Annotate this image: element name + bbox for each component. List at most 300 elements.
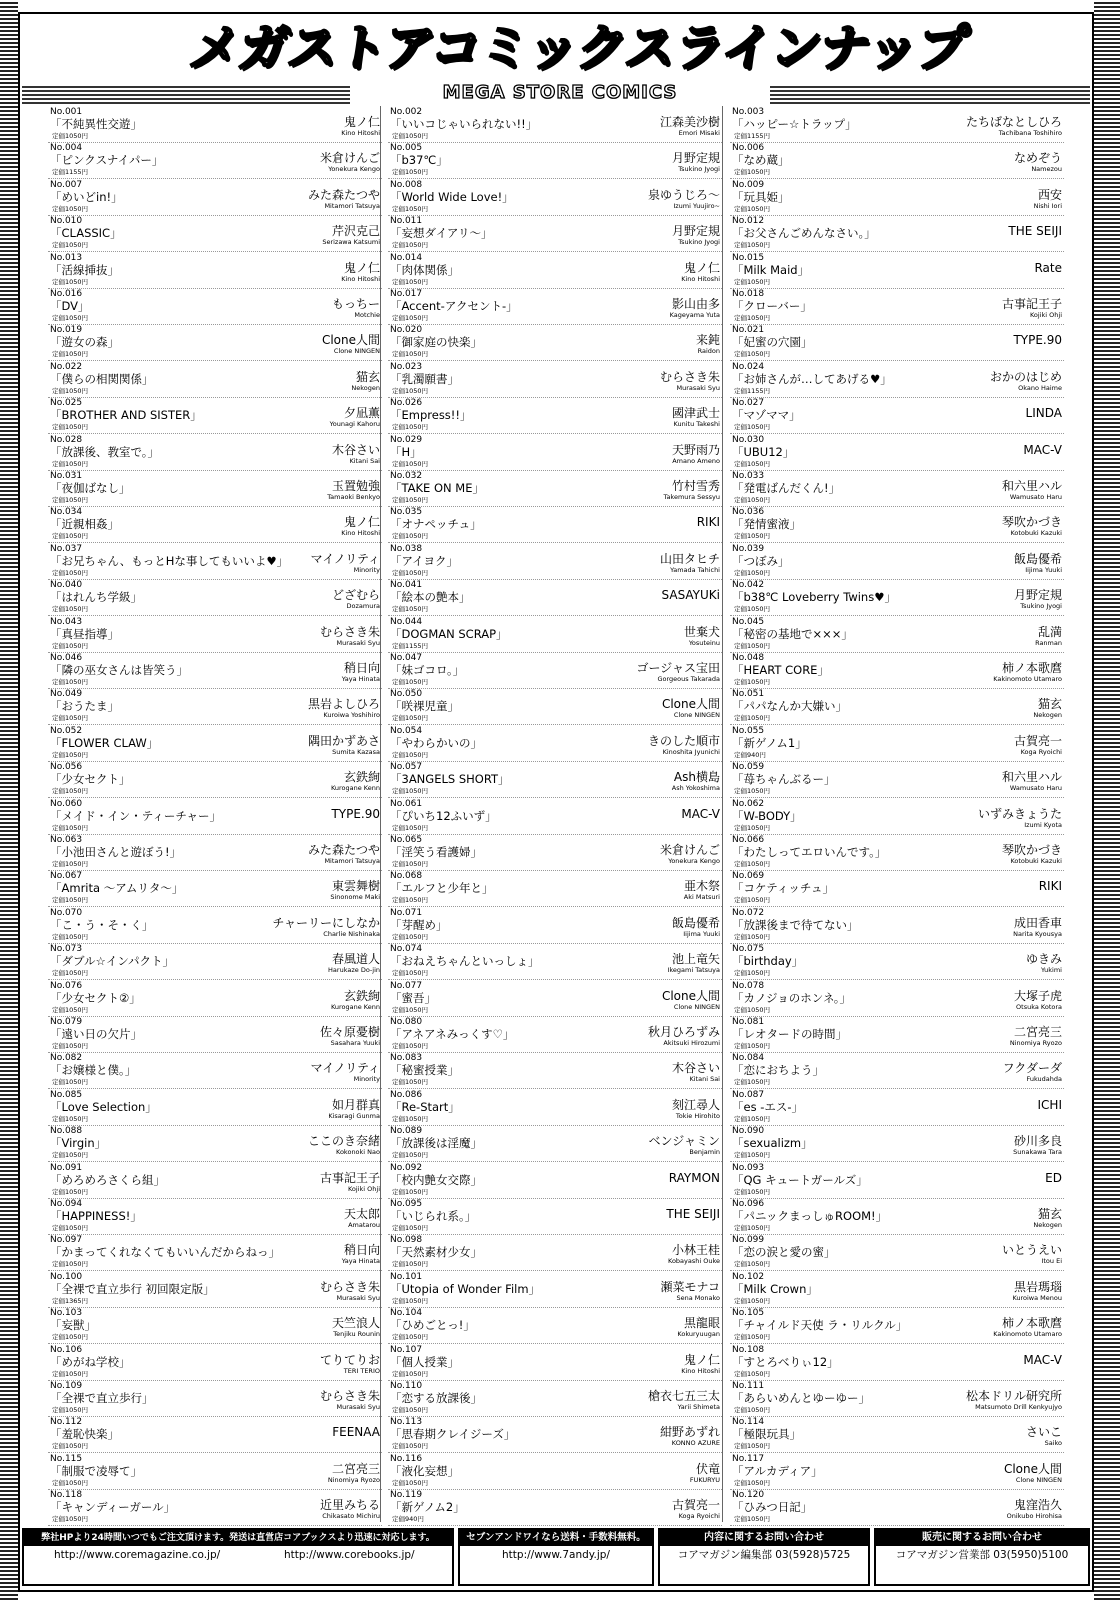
entry-number: No.060 xyxy=(50,798,83,809)
entry-title: 「玩具姫」 xyxy=(732,189,790,204)
entry-number: No.041 xyxy=(390,580,423,591)
lineup-entry xyxy=(48,1234,382,1271)
entry-price: 定価1050円 xyxy=(392,423,429,432)
entry-author: 猫玄 xyxy=(1037,1207,1062,1221)
entry-author: 刻江尋人 xyxy=(671,1097,720,1112)
entry-price: 定価1050円 xyxy=(52,1515,89,1524)
entry-number: No.027 xyxy=(732,398,765,409)
entry-price: 定価1050円 xyxy=(392,823,429,832)
entry-author-romaji: Kuroiwa Menou xyxy=(1012,1293,1062,1302)
entry-price: 定価1050円 xyxy=(734,896,771,905)
entry-price: 定価1050円 xyxy=(392,350,429,359)
entry-author: Clone人間 xyxy=(661,988,720,1003)
entry-author: RAYMON xyxy=(668,1170,720,1185)
entry-author-romaji: Clone NINGEN xyxy=(333,347,380,356)
entry-author: 月野定規 xyxy=(671,224,720,239)
lineup-entry xyxy=(388,179,722,216)
entry-author: Ash横島 xyxy=(673,770,720,785)
entry-price: 定価1050円 xyxy=(734,1078,771,1087)
entry-title: 「Re-Start」 xyxy=(390,1099,460,1114)
entry-title: 「蜜吾」 xyxy=(390,990,436,1005)
entry-title: 「液化妄想」 xyxy=(390,1463,459,1478)
footer-order-url-1[interactable]: http://www.coremagazine.co.jp/ xyxy=(54,1549,221,1561)
entry-author-romaji: Amano Ameno xyxy=(672,456,720,465)
entry-author-romaji: Kinoshita Jyunichi xyxy=(662,747,720,756)
entry-author: 紺野あずれ xyxy=(659,1425,720,1440)
entry-number: No.067 xyxy=(50,871,83,882)
entry-number: No.029 xyxy=(390,434,423,445)
entry-number: No.059 xyxy=(732,762,765,773)
entry-author-romaji: Yonekura Kengo xyxy=(668,857,720,865)
entry-number: No.070 xyxy=(50,907,83,918)
entry-author: なめぞう xyxy=(1013,151,1062,166)
entry-author-romaji: Ranman xyxy=(1035,638,1062,647)
entry-number: No.073 xyxy=(50,944,83,955)
entry-number: No.032 xyxy=(390,471,423,481)
lineup-entry xyxy=(388,1162,722,1199)
lineup-entry xyxy=(388,324,722,361)
entry-title: 「お嬢様と僕。」 xyxy=(50,1063,137,1078)
entry-title: 「Virgin」 xyxy=(50,1136,107,1151)
entry-author: 江森美沙樹 xyxy=(659,115,720,129)
entry-number: No.042 xyxy=(732,580,765,591)
entry-title: 「めがね学校」 xyxy=(50,1354,131,1369)
lineup-entry xyxy=(48,1307,382,1344)
entry-title: 「わたしってエロいんです。」 xyxy=(732,845,887,859)
entry-author-romaji: Takemura Sessyu xyxy=(663,493,720,501)
entry-number: No.037 xyxy=(50,543,83,554)
entry-price: 定価1050円 xyxy=(734,714,771,723)
entry-price: 定価1050円 xyxy=(52,641,89,650)
entry-author: いとうえい xyxy=(1001,1243,1062,1258)
lineup-entry xyxy=(48,470,382,507)
lineup-entry xyxy=(48,361,382,398)
entry-price: 定価1050円 xyxy=(52,1005,89,1014)
entry-title: 「個人授業」 xyxy=(390,1354,459,1369)
entry-price: 定価1050円 xyxy=(392,496,429,504)
entry-price: 定価1050円 xyxy=(734,277,771,286)
entry-number: No.072 xyxy=(732,907,765,918)
entry-author: てりてりお xyxy=(319,1352,380,1367)
entry-author: もっちー xyxy=(331,297,380,311)
entry-title: 「Utopia of Wonder Film」 xyxy=(390,1281,541,1296)
lineup-entry xyxy=(388,288,722,325)
entry-number: No.034 xyxy=(50,507,83,518)
entry-title: 「妃蜜の穴園」 xyxy=(732,335,813,350)
entry-author: 古賀亮一 xyxy=(671,1498,720,1513)
entry-title: 「QG キュートガールズ」 xyxy=(732,1172,868,1187)
entry-author-romaji: Motchie xyxy=(354,311,380,319)
lineup-entry xyxy=(388,834,722,871)
entry-author: 天野雨乃 xyxy=(671,442,720,457)
entry-title: 「羞恥快楽」 xyxy=(50,1427,119,1442)
entry-author: 砂川多良 xyxy=(1013,1134,1062,1149)
entry-price: 定価1155円 xyxy=(52,168,89,177)
lineup-entry xyxy=(388,907,722,944)
lineup-entry xyxy=(730,943,1064,980)
entry-price: 定価1050円 xyxy=(734,969,771,978)
entry-title: 「DV」 xyxy=(50,299,90,313)
entry-title: 「キャンディーガール」 xyxy=(50,1500,176,1515)
entry-number: No.049 xyxy=(50,689,83,700)
entry-title: 「birthday」 xyxy=(732,954,804,969)
lineup-entry xyxy=(388,870,722,907)
entry-author-romaji: Sumita Kazasa xyxy=(332,747,380,756)
entry-title: 「すとろべりぃ12」 xyxy=(732,1354,839,1369)
entry-title: 「3ANGELS SHORT」 xyxy=(390,772,510,787)
entry-author-romaji: Yaya Hinata xyxy=(341,675,380,683)
entry-title: 「少女セクト②」 xyxy=(50,990,141,1005)
entry-price: 定価1050円 xyxy=(392,787,429,796)
entry-title: 「Milk Maid」 xyxy=(732,262,810,277)
entry-number: No.035 xyxy=(390,507,423,518)
entry-number: No.055 xyxy=(732,725,765,736)
entry-title: 「発情蜜液」 xyxy=(732,517,801,532)
footer-7andy-url[interactable]: http://www.7andy.jp/ xyxy=(502,1549,610,1561)
lineup-entry xyxy=(730,361,1064,398)
entry-title: 「全裸で直立歩行」 xyxy=(50,1391,154,1405)
entry-price: 定価1050円 xyxy=(52,350,89,359)
entry-title: 「妄想ダイアリ～」 xyxy=(390,226,493,241)
entry-number: No.090 xyxy=(732,1126,765,1137)
lineup-entry xyxy=(388,1271,722,1308)
entry-number: No.113 xyxy=(390,1417,423,1428)
entry-title: 「新ゲノム2」 xyxy=(390,1500,465,1515)
entry-author-romaji: Nekogen xyxy=(1033,1221,1062,1229)
entry-number: No.079 xyxy=(50,1017,83,1027)
entry-number: No.093 xyxy=(732,1162,765,1173)
entry-price: 定価1050円 xyxy=(52,787,89,796)
lineup-entry xyxy=(730,1489,1064,1526)
lineup-entry xyxy=(388,1016,722,1053)
entry-author: 玄鉄絢 xyxy=(343,770,380,785)
lineup-entry xyxy=(730,543,1064,580)
entry-author-romaji: Otsuka Kotora xyxy=(1016,1002,1062,1011)
entry-title: 「芽醒め」 xyxy=(390,917,448,932)
entry-author: 稍日向 xyxy=(343,1243,380,1258)
entry-title: 「発電ばんだくん!」 xyxy=(732,481,841,495)
entry-number: No.022 xyxy=(50,361,83,372)
entry-author-romaji: KONNO AZURE xyxy=(671,1439,720,1448)
entry-author-romaji: Kobayashi Ouke xyxy=(668,1257,720,1266)
entry-author-romaji: Nekogen xyxy=(351,383,380,392)
entry-price: 定価1050円 xyxy=(392,1406,429,1414)
entry-author: 鬼窪浩久 xyxy=(1013,1498,1062,1513)
lineup-entry xyxy=(48,215,382,252)
entry-number: No.054 xyxy=(390,725,423,736)
entry-number: No.040 xyxy=(50,580,83,591)
entry-author-romaji: Charlie Nishinaka xyxy=(323,929,380,938)
lineup-entry xyxy=(730,324,1064,361)
lineup-entry xyxy=(48,288,382,325)
entry-price: 定価1050円 xyxy=(52,969,89,978)
lineup-entry xyxy=(48,1380,382,1417)
entry-author-romaji: Kokuryuugan xyxy=(677,1330,720,1339)
entry-price: 定価1050円 xyxy=(52,1260,89,1269)
entry-author: 鬼ノ仁 xyxy=(343,260,380,275)
entry-number: No.075 xyxy=(732,944,765,955)
entry-author: フクダーダ xyxy=(1002,1061,1062,1076)
entry-author-romaji: Saiko xyxy=(1044,1439,1062,1448)
entry-author-romaji: Kino Hitoshi xyxy=(341,129,380,137)
right-hatch-border xyxy=(1094,0,1120,1600)
lineup-entry xyxy=(48,434,382,471)
entry-title: 「いいコじゃいられない!!」 xyxy=(390,117,538,131)
entry-author: 古事記王子 xyxy=(319,1170,380,1185)
entry-price: 定価1050円 xyxy=(734,423,771,432)
entry-price: 定価1050円 xyxy=(734,1260,771,1269)
entry-number: No.048 xyxy=(732,653,765,663)
entry-author: 柿ノ本歌麿 xyxy=(1001,661,1062,675)
entry-price: 定価1050円 xyxy=(392,1478,429,1487)
lineup-entry xyxy=(48,397,382,434)
entry-author-romaji: Yosuteinu xyxy=(688,638,720,647)
entry-author-romaji: Kino Hitoshi xyxy=(681,1366,720,1375)
lineup-entry xyxy=(48,761,382,798)
entry-author: Clone人間 xyxy=(661,697,720,712)
entry-price: 定価1050円 xyxy=(392,932,429,941)
entry-author: 天太郎 xyxy=(343,1207,380,1221)
entry-author: いずみきょうた xyxy=(977,806,1062,821)
entry-author: 稍日向 xyxy=(343,661,380,675)
entry-title: 「お姉さんが…してあげる♥」 xyxy=(732,371,892,386)
entry-author: 成田香車 xyxy=(1013,915,1062,930)
entry-price: 定価1050円 xyxy=(734,1224,771,1232)
entry-title: 「sexualizm」 xyxy=(732,1136,813,1151)
entry-number: No.014 xyxy=(390,252,423,263)
entry-author-romaji: Sinonome Maki xyxy=(330,893,380,902)
entry-number: No.106 xyxy=(50,1344,83,1355)
entry-number: No.117 xyxy=(732,1453,765,1464)
entry-price: 定価1050円 xyxy=(734,568,771,577)
entry-title: 「咲裸児童」 xyxy=(390,699,459,714)
lineup-entry xyxy=(388,1416,722,1453)
entry-author-romaji: Clone NINGEN xyxy=(1015,1475,1062,1484)
entry-title: 「パパなんか大嫌い」 xyxy=(732,699,847,714)
entry-author: Clone人間 xyxy=(1003,1461,1062,1476)
entry-title: 「はれんち学級」 xyxy=(50,590,142,605)
lineup-entry xyxy=(48,1344,382,1381)
entry-author: 東雲舞樹 xyxy=(331,879,380,894)
entry-title: 「放課後は淫魔」 xyxy=(390,1136,482,1151)
entry-author-romaji: Izumi Yuujiro~ xyxy=(673,201,720,210)
entry-title: 「苺ちゃんぶるー」 xyxy=(732,772,836,787)
lineup-entry xyxy=(48,834,382,871)
entry-price: 定価1050円 xyxy=(392,168,429,177)
footer xyxy=(22,1528,1090,1588)
entry-author-romaji: Emori Misaki xyxy=(678,129,720,137)
entry-author: 柿ノ本歌麿 xyxy=(1001,1316,1062,1331)
entry-title: 「やわらかいの」 xyxy=(390,735,482,750)
entry-author-romaji: Kitani Sai xyxy=(689,1075,720,1084)
entry-author: 瀬菜モナコ xyxy=(660,1279,720,1294)
lineup-entry xyxy=(730,215,1064,252)
entry-author-romaji: Kojiki Ohji xyxy=(347,1184,380,1193)
entry-author: ここのき奈緒 xyxy=(307,1134,380,1149)
entry-author: 春風道人 xyxy=(331,952,380,967)
entry-price: 定価1050円 xyxy=(734,1114,771,1123)
entry-title: 「b38℃ Loveberry Twins♥」 xyxy=(732,590,897,605)
entry-number: No.088 xyxy=(50,1126,83,1137)
entry-number: No.003 xyxy=(732,107,765,117)
entry-author-romaji: Tsukino Jyogi xyxy=(1020,602,1062,611)
entry-price: 定価1050円 xyxy=(392,277,429,286)
lineup-entry xyxy=(730,870,1064,907)
entry-author-romaji: Narita Kyousya xyxy=(1013,929,1062,938)
entry-number: No.115 xyxy=(50,1453,83,1464)
entry-author: LINDA xyxy=(1025,406,1062,421)
entry-author-romaji: Kisaragi Gunma xyxy=(328,1111,380,1120)
footer-sales-contact: コアマガジン営業部 03(5950)5100 xyxy=(895,1549,1069,1561)
lineup-entry xyxy=(730,907,1064,944)
entry-author: 鬼ノ仁 xyxy=(683,1352,720,1367)
entry-price: 定価1050円 xyxy=(392,204,429,213)
page-subtitle: MEGA STORE COMICS xyxy=(350,82,770,104)
entry-title: 「Accent-アクセント-」 xyxy=(390,299,518,313)
lineup-entry xyxy=(388,397,722,434)
entry-author: 木谷さい xyxy=(671,1061,720,1076)
entry-number: No.068 xyxy=(390,871,423,882)
entry-title: 「校内艶女交際」 xyxy=(390,1172,482,1187)
entry-author: ED xyxy=(1045,1170,1062,1185)
entry-number: No.051 xyxy=(732,689,765,700)
lineup-entry xyxy=(48,179,382,216)
entry-number: No.012 xyxy=(732,216,765,227)
entry-number: No.069 xyxy=(732,871,765,882)
entry-price: 定価1050円 xyxy=(392,1187,429,1196)
entry-author-romaji: Ash Yokoshima xyxy=(671,784,720,793)
entry-title: 「遠い日の欠片」 xyxy=(50,1027,142,1041)
entry-number: No.056 xyxy=(50,762,83,773)
entry-number: No.031 xyxy=(50,471,83,481)
lineup-entry xyxy=(48,1016,382,1053)
lineup-entry xyxy=(388,361,722,398)
entry-author: ICHI xyxy=(1037,1097,1062,1112)
entry-price: 定価1050円 xyxy=(52,241,89,250)
entry-price: 定価1050円 xyxy=(734,1369,771,1378)
entry-author-romaji: Kageyama Yuta xyxy=(669,311,720,319)
entry-number: No.044 xyxy=(390,616,423,627)
entry-number: No.071 xyxy=(390,907,423,918)
entry-title: 「恋の涙と愛の蜜」 xyxy=(732,1245,836,1260)
entry-author: みた森たつや xyxy=(307,187,380,202)
lineup-entry xyxy=(388,142,722,179)
footer-sales-box xyxy=(874,1528,1090,1586)
entry-price: 定価1050円 xyxy=(392,969,429,978)
entry-number: No.066 xyxy=(732,835,765,845)
entry-author-romaji: Tenjiku Rounin xyxy=(333,1330,380,1339)
entry-title: 「マゾママ」 xyxy=(732,408,801,423)
entry-number: No.085 xyxy=(50,1089,83,1100)
entry-title: 「H」 xyxy=(390,444,422,459)
entry-author: RIKI xyxy=(696,515,720,530)
lineup-entry xyxy=(48,543,382,580)
entry-author-romaji: Ninomiya Ryozo xyxy=(327,1475,380,1484)
entry-author: 松本ドリル研究所 xyxy=(965,1389,1062,1403)
lineup-entry xyxy=(48,1416,382,1453)
entry-title: 「UBU12」 xyxy=(732,444,795,459)
entry-author-romaji: Kunitu Takeshi xyxy=(673,420,720,429)
lineup-entry xyxy=(388,1489,722,1526)
entry-title: 「ひみつ日記」 xyxy=(732,1500,813,1515)
lineup-entry xyxy=(48,506,382,543)
entry-author-romaji: Mitamori Tatsuya xyxy=(324,201,380,210)
entry-price: 定価940円 xyxy=(392,1515,424,1524)
entry-author-romaji: Kino Hitoshi xyxy=(681,274,720,283)
lineup-entry xyxy=(48,980,382,1017)
entry-author: むらさき朱 xyxy=(319,1389,380,1403)
entry-price: 定価1050円 xyxy=(52,605,89,614)
lineup-entry xyxy=(48,1453,382,1490)
lineup-entry xyxy=(48,1089,382,1126)
entry-price: 定価1050円 xyxy=(52,896,89,905)
entry-number: No.078 xyxy=(732,980,765,991)
entry-author-romaji: Tamaoki Benkyo xyxy=(327,493,380,501)
lineup-entry xyxy=(730,798,1064,835)
entry-number: No.081 xyxy=(732,1017,765,1027)
entry-title: 「小池田さんと遊ぼう!」 xyxy=(50,845,182,859)
entry-price: 定価1050円 xyxy=(392,1005,429,1014)
entry-number: No.013 xyxy=(50,252,83,263)
entry-author: 玄鉄絢 xyxy=(343,988,380,1003)
footer-order-url-2[interactable]: http://www.corebooks.jp/ xyxy=(284,1549,415,1561)
lineup-entry xyxy=(48,1052,382,1089)
entry-author-romaji: Yaya Hinata xyxy=(341,1257,380,1266)
entry-author-romaji: Sunakawa Tara xyxy=(1013,1148,1062,1157)
entry-number: No.021 xyxy=(732,325,765,336)
entry-price: 定価1050円 xyxy=(734,204,771,213)
entry-title: 「ひめごとっ!」 xyxy=(390,1318,475,1333)
entry-title: 「不純異性交遊」 xyxy=(50,117,142,131)
entry-price: 定価1050円 xyxy=(392,1260,429,1269)
entry-number: No.061 xyxy=(390,798,423,809)
entry-price: 定価1050円 xyxy=(52,1442,89,1451)
entry-number: No.102 xyxy=(732,1271,765,1282)
entry-author-romaji: Raidon xyxy=(697,347,720,356)
entry-number: No.104 xyxy=(390,1308,423,1319)
lineup-entry xyxy=(48,652,382,689)
entry-author-romaji: Kurogane Kenn xyxy=(330,784,380,793)
entry-author-romaji: Kakinomoto Utamaro xyxy=(993,675,1062,683)
entry-title: 「天然素材少女」 xyxy=(390,1245,482,1260)
entry-author: 琴吹かづき xyxy=(1001,843,1062,857)
entry-number: No.109 xyxy=(50,1381,83,1391)
entry-author: 夕凪薫 xyxy=(343,406,380,421)
lineup-entry xyxy=(730,1416,1064,1453)
entry-author: 竹村雪秀 xyxy=(671,479,720,493)
entry-title: 「おうたま」 xyxy=(50,699,119,714)
entry-title: 「こ・う・そ・く」 xyxy=(50,917,154,932)
lineup-entry xyxy=(388,1089,722,1126)
entry-price: 定価1050円 xyxy=(734,678,771,686)
entry-author: 芹沢克己 xyxy=(331,224,380,239)
entry-author-romaji: Koga Ryoichi xyxy=(1020,747,1062,756)
lineup-entry xyxy=(388,1125,722,1162)
entry-price: 定価1050円 xyxy=(52,132,89,140)
entry-price: 定価1050円 xyxy=(52,1114,89,1123)
entry-author: みた森たつや xyxy=(307,843,380,857)
entry-title: 「秘蜜授業」 xyxy=(390,1063,459,1078)
entry-title: 「お父さんごめんなさい。」 xyxy=(732,226,876,241)
entry-number: No.065 xyxy=(390,835,423,845)
entry-author-romaji: Gorgeous Takarada xyxy=(657,675,720,683)
lineup-entry xyxy=(730,1162,1064,1199)
entry-author-romaji: Sasahara Yuuki xyxy=(330,1039,380,1047)
lineup-entry xyxy=(388,1234,722,1271)
entry-number: No.030 xyxy=(732,434,765,445)
entry-author: 池上竜矢 xyxy=(671,952,720,967)
entry-price: 定価1050円 xyxy=(52,496,89,504)
